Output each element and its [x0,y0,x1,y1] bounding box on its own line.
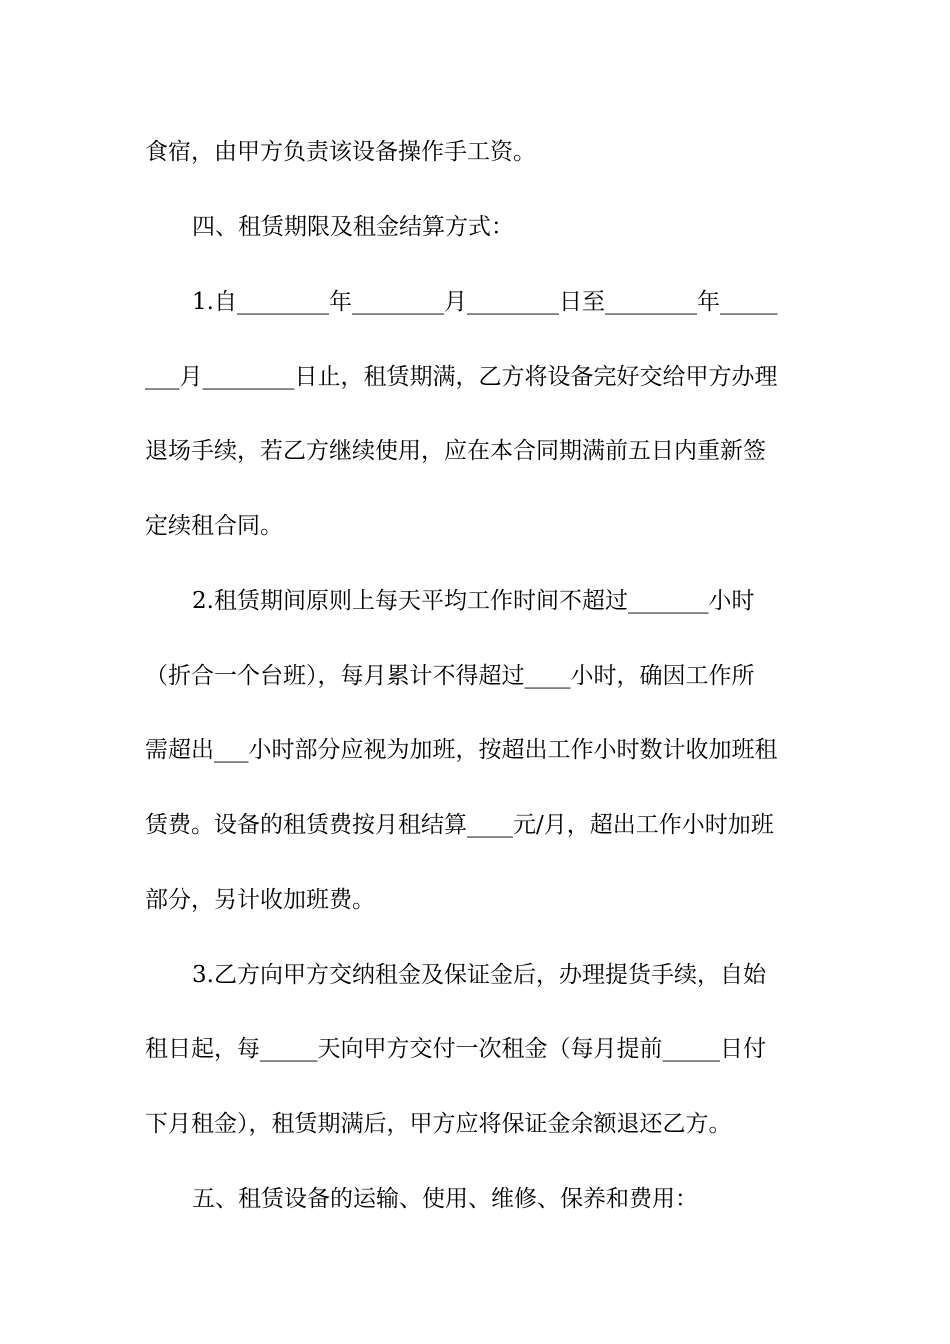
clause-1-line: ___月________日止，租赁期满，乙方将设备完好交给甲方办理 [145,364,778,390]
clause-3-line: 下月租金），租赁期满后，甲方应将保证金余额退还乙方。 [145,1111,732,1137]
clause-2-line: （折合一个台班），每月累计不得超过____小时，确因工作所 [145,663,755,689]
section-heading-4: 四、租赁期限及租金结算方式： [192,214,514,240]
section-heading-5: 五、租赁设备的运输、使用、维修、保养和费用： [192,1186,698,1212]
clause-1-line: 1.自________年________月________日至________年_____ [192,289,778,315]
clause-2-line: 赁费。设备的租赁费按月租结算____元/月，超出工作小时加班 [145,812,774,838]
paragraph-line: 食宿，由甲方负责该设备操作手工资。 [145,139,536,165]
clause-3-line: 3.乙方向甲方交纳租金及保证金后，办理提货手续，自始 [192,962,766,988]
clause-2-line: 2.租赁期间原则上每天平均工作时间不超过_______小时 [192,588,755,614]
clause-1-line: 退场手续，若乙方继续使用，应在本合同期满前五日内重新签 [145,438,766,464]
clause-2-line: 需超出___小时部分应视为加班，按超出工作小时数计收加班租 [145,737,778,763]
clause-1-line: 定续租合同。 [145,513,283,539]
clause-3-line: 租日起，每_____天向甲方交付一次租金（每月提前_____日付 [145,1036,766,1062]
clause-2-line: 部分，另计收加班费。 [145,887,375,913]
